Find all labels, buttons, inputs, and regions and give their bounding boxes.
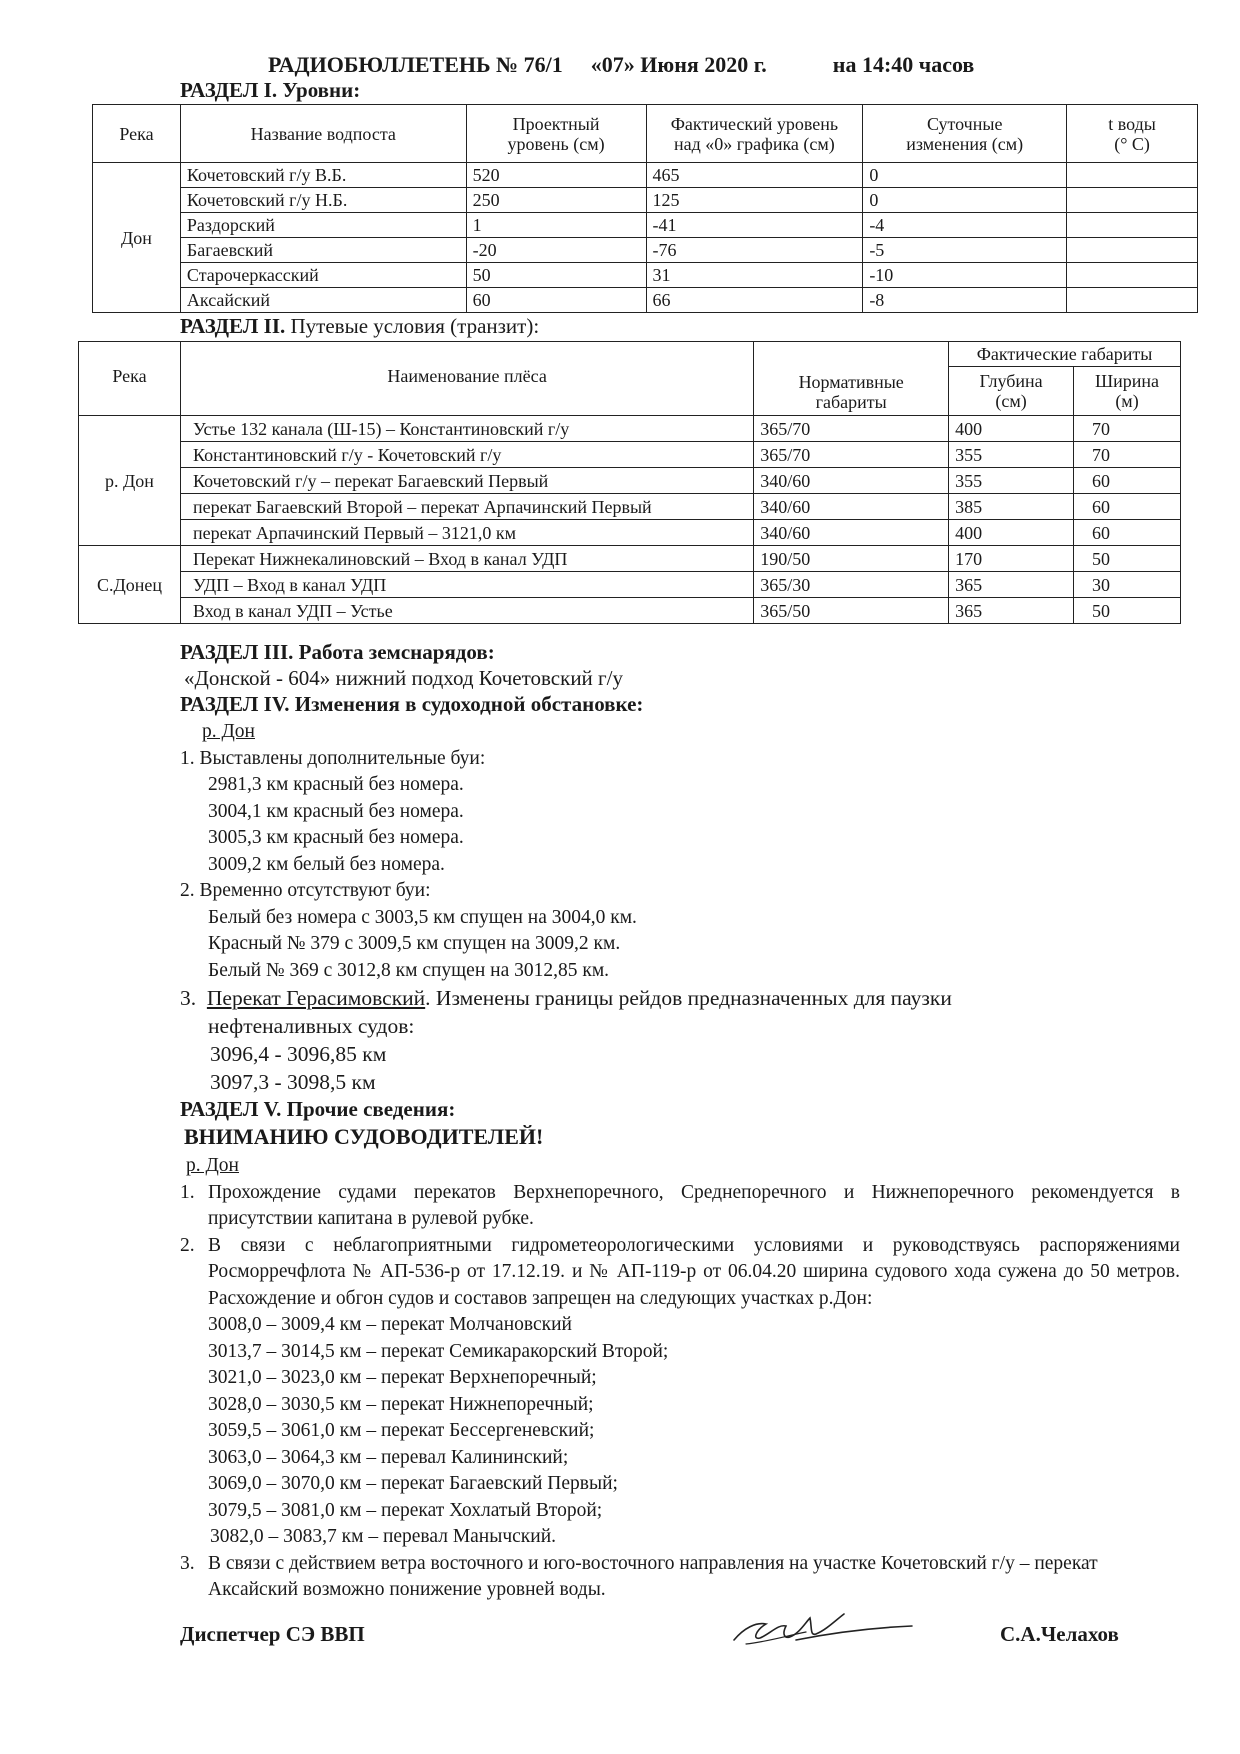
list-item: 3028,0 – 3030,5 км – перекат Нижнепоречный; [208, 1393, 594, 1415]
col-temp: t воды (° С) [1067, 105, 1198, 163]
actual-cell: -76 [646, 238, 863, 263]
temp-cell [1067, 213, 1198, 238]
actual-cell: 66 [646, 288, 863, 313]
table-row [79, 546, 1181, 572]
stretch-cell: Константиновский г/у - Кочетовский г/у [180, 442, 753, 468]
design-cell: -20 [466, 238, 646, 263]
temp-cell [1067, 163, 1198, 188]
table-row [79, 520, 1181, 546]
transit-table [78, 341, 1181, 624]
col-actual-dims: Фактические габариты [949, 342, 1181, 367]
table-row [93, 213, 1198, 238]
daily-cell: -4 [863, 213, 1067, 238]
stretch-cell: перекат Арпачинский Первый – 3121,0 км [180, 520, 753, 546]
stretch-cell: Перекат Нижнекалиновский – Вход в канал УДП [180, 546, 753, 572]
table-row [79, 442, 1181, 468]
width-cell: 30 [1074, 572, 1181, 598]
daily-cell: 0 [863, 163, 1067, 188]
width-cell: 70 [1074, 442, 1181, 468]
depth-cell: 365 [949, 598, 1074, 624]
depth-cell: 170 [949, 546, 1074, 572]
temp-cell [1067, 263, 1198, 288]
section4-title: РАЗДЕЛ IV. Изменения в судоходной обстановке: [180, 692, 644, 716]
bulletin-time: на 14:40 часов [832, 52, 975, 77]
table-row [79, 598, 1181, 624]
depth-cell: 400 [949, 416, 1074, 442]
list-item: Белый без номера с 3003,5 км спущен на 3004,0 км. [208, 906, 637, 928]
list-item: 3009,2 км белый без номера. [208, 853, 445, 875]
norm-cell: 340/60 [754, 494, 949, 520]
width-cell: 60 [1074, 520, 1181, 546]
design-cell: 520 [466, 163, 646, 188]
table-row [93, 188, 1198, 213]
list-item: 1. Выставлены дополнительные буи: [180, 747, 486, 769]
col-river: Река [79, 342, 181, 416]
list-item: 3005,3 км красный без номера. [208, 827, 464, 848]
list-item: нефтеналивных судов: [208, 1014, 415, 1038]
section2-title: РАЗДЕЛ II. Путевые условия (транзит): [180, 314, 540, 338]
norm-cell: 365/50 [754, 598, 949, 624]
actual-cell: -41 [646, 213, 863, 238]
daily-cell: -5 [863, 238, 1067, 263]
list-item: 3082,0 – 3083,7 км – перевал Манычский. [210, 1526, 557, 1547]
daily-cell: -10 [863, 263, 1067, 288]
col-station: Название водпоста [180, 105, 466, 163]
section4-river: р. Дон [202, 721, 255, 742]
river-cell: С.Донец [79, 546, 181, 624]
depth-cell: 365 [949, 572, 1074, 598]
dispatcher-name: С.А.Челахов [1000, 1622, 1119, 1646]
width-cell: 50 [1074, 598, 1181, 624]
table-row [79, 494, 1181, 520]
paragraph: 3. В связи с действием ветра восточного и юго-восточного направления на участке Кочетовский г/у – перекат Аксайский возможно понижение уровней воды. [180, 1552, 1098, 1600]
norm-cell: 340/60 [754, 520, 949, 546]
width-cell: 50 [1074, 546, 1181, 572]
station-cell: Раздорский [180, 213, 466, 238]
temp-cell [1067, 188, 1198, 213]
stretch-cell: Кочетовский г/у – перекат Багаевский Первый [180, 468, 753, 494]
station-cell: Кочетовский г/у В.Б. [180, 163, 466, 188]
temp-cell [1067, 288, 1198, 313]
depth-cell: 355 [949, 442, 1074, 468]
table-row [93, 263, 1198, 288]
list-item: 3004,1 км красный без номера. [208, 800, 464, 822]
daily-cell: 0 [863, 188, 1067, 213]
rift-name: Перекат Герасимовский [206, 986, 426, 1010]
depth-cell: 355 [949, 468, 1074, 494]
list-item: 3097,3 - 3098,5 км [210, 1070, 376, 1094]
depth-cell: 385 [949, 494, 1074, 520]
list-item: 3. Перекат Герасимовский. Изменены границы рейдов предназначенных для паузки [180, 986, 952, 1010]
section5-body [180, 1153, 1180, 1604]
list-item: 3069,0 – 3070,0 км – перекат Багаевский Первый; [208, 1473, 618, 1494]
design-cell: 50 [466, 263, 646, 288]
norm-cell: 190/50 [754, 546, 949, 572]
col-daily: Суточные изменения (см) [863, 105, 1067, 163]
list-item: Красный № 379 с 3009,5 км спущен на 3009,2 км. [208, 933, 621, 954]
list-item: 3063,0 – 3064,3 км – перевал Калининский; [208, 1446, 569, 1468]
list-item: 3059,5 – 3061,0 км – перекат Бессергеневский; [208, 1420, 595, 1441]
temp-cell [1067, 238, 1198, 263]
table-row [79, 468, 1181, 494]
stretch-cell: УДП – Вход в канал УДП [180, 572, 753, 598]
actual-cell: 465 [646, 163, 863, 188]
station-cell: Аксайский [180, 288, 466, 313]
stretch-cell: перекат Багаевский Второй – перекат Арпачинский Первый [180, 494, 753, 520]
width-cell: 60 [1074, 494, 1181, 520]
col-actual: Фактический уровень над «0» графика (см) [646, 105, 863, 163]
section4-body [180, 719, 1120, 1096]
dispatcher-role: Диспетчер СЭ ВВП [180, 1622, 365, 1646]
transit-header-row [79, 342, 1181, 367]
design-cell: 250 [466, 188, 646, 213]
norm-cell: 365/70 [754, 442, 949, 468]
daily-cell: -8 [863, 288, 1067, 313]
design-cell: 1 [466, 213, 646, 238]
list-item: 2. Временно отсутствуют буи: [180, 880, 431, 901]
section5-river: р. Дон [186, 1155, 239, 1176]
design-cell: 60 [466, 288, 646, 313]
station-cell: Кочетовский г/у Н.Б. [180, 188, 466, 213]
width-cell: 60 [1074, 468, 1181, 494]
station-cell: Старочеркасский [180, 263, 466, 288]
paragraph: 1. Прохождение судами перекатов Верхнепоречного, Среднепоречного и Нижнепоречного рекомендуется в присутствии капитана в рулевой рубке. [180, 1181, 1180, 1229]
col-river: Река [93, 105, 181, 163]
actual-cell: 31 [646, 263, 863, 288]
actual-cell: 125 [646, 188, 863, 213]
levels-table [92, 104, 1198, 313]
col-norm: Нормативные габариты [754, 342, 949, 416]
col-depth: Глубина (см) [949, 367, 1074, 416]
list-item: Белый № 369 с 3012,8 км спущен на 3012,85 км. [208, 959, 610, 981]
handwritten-signature [726, 1606, 916, 1654]
bulletin-number: РАДИОБЮЛЛЕТЕНЬ № 76/1 [268, 52, 563, 77]
width-cell: 70 [1074, 416, 1181, 442]
norm-cell: 365/30 [754, 572, 949, 598]
station-cell: Багаевский [180, 238, 466, 263]
bulletin-header [268, 52, 974, 78]
list-item: 3008,0 – 3009,4 км – перекат Молчановский [208, 1314, 572, 1335]
list-item: 2981,3 км красный без номера. [208, 774, 464, 795]
attention-heading: ВНИМАНИЮ СУДОВОДИТЕЛЕЙ! [184, 1124, 544, 1149]
section3-title: РАЗДЕЛ III. Работа земснарядов: [180, 640, 495, 664]
stretch-cell: Вход в канал УДП – Устье [180, 598, 753, 624]
section3-text: «Донской - 604» нижний подход Кочетовский г/у [184, 666, 623, 690]
col-width: Ширина (м) [1074, 367, 1181, 416]
section1-title: РАЗДЕЛ I. Уровни: [180, 78, 361, 102]
list-item: 3096,4 - 3096,85 км [210, 1042, 387, 1066]
river-cell: р. Дон [79, 416, 181, 546]
table-row [93, 288, 1198, 313]
table-row [93, 163, 1198, 188]
col-stretch: Наименование плёса [180, 342, 753, 416]
list-item: 3079,5 – 3081,0 км – перекат Хохлатый Второй; [208, 1499, 603, 1521]
levels-header-row [93, 105, 1198, 163]
norm-cell: 340/60 [754, 468, 949, 494]
stretch-cell: Устье 132 канала (Ш-15) – Константиновский г/у [180, 416, 753, 442]
paragraph: 2. В связи с неблагоприятными гидрометеорологическими условиями и руководствуясь распоряжениями Росморречфлота № АП-536-р от 17.12.19. и № АП-119-р от 06.04.20 ширина судового хода сужена до 50 метров. Расхождение и обгон судов и составов запрещен на следующих участках р.Дон: [180, 1234, 1180, 1309]
table-row [79, 572, 1181, 598]
section5-title: РАЗДЕЛ V. Прочие сведения: [180, 1097, 456, 1121]
table-row [79, 416, 1181, 442]
bulletin-date: «07» Июня 2020 г. [590, 52, 767, 77]
col-design: Проектный уровень (см) [466, 105, 646, 163]
depth-cell: 400 [949, 520, 1074, 546]
list-item: 3013,7 – 3014,5 км – перекат Семикаракорский Второй; [208, 1340, 669, 1362]
list-item: 3021,0 – 3023,0 км – перекат Верхнепоречный; [208, 1367, 597, 1388]
table-row [93, 238, 1198, 263]
river-cell: Дон [93, 163, 181, 313]
norm-cell: 365/70 [754, 416, 949, 442]
